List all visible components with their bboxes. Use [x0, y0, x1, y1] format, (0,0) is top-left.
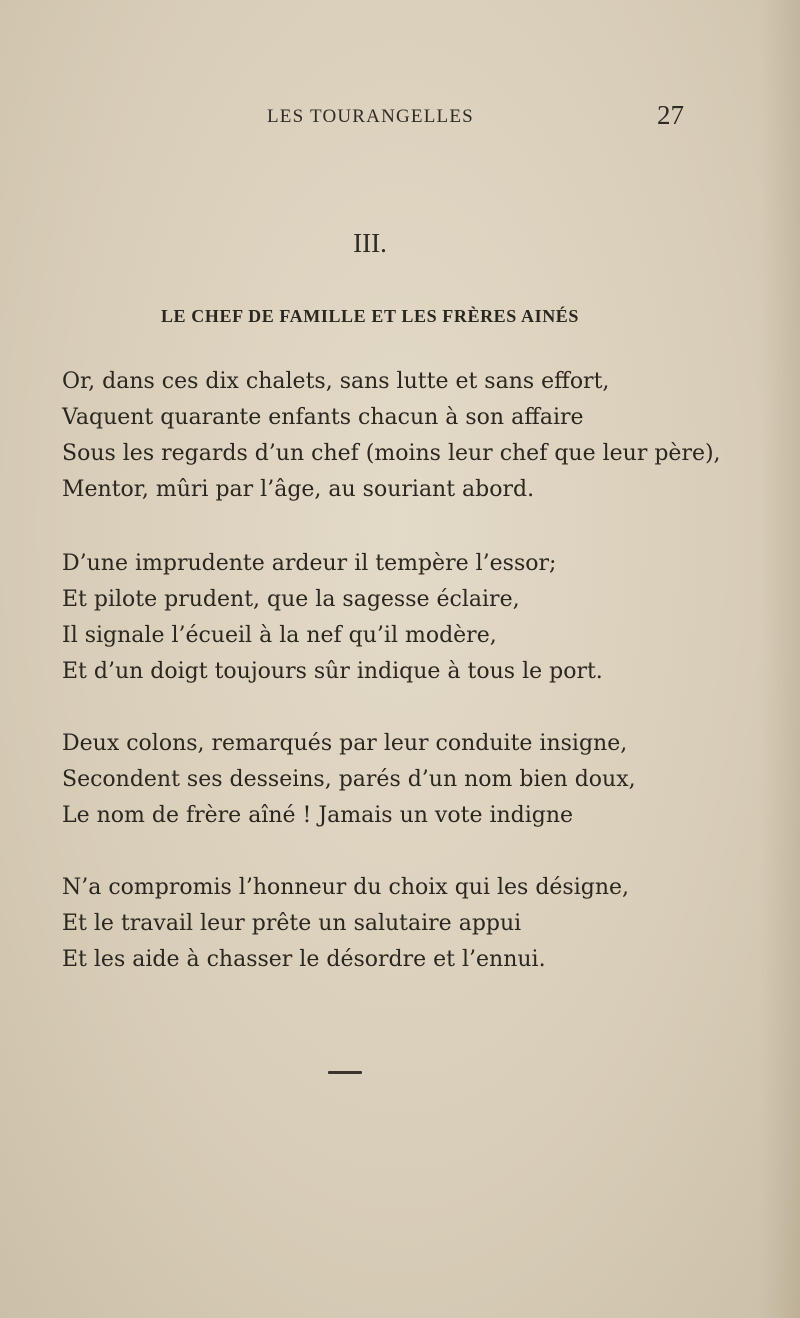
verse-line: D’une imprudente ardeur il tempère l’essor; [62, 551, 557, 576]
verse-line: Deux colons, remarqués par leur conduite insigne, [62, 731, 628, 756]
verse-line: Et le travail leur prête un salutaire appui [62, 911, 522, 936]
poem-stanza-3 [62, 726, 762, 834]
verse-line: Secondent ses desseins, parés d’un nom bien doux, [62, 767, 636, 792]
verse-line: Et d’un doigt toujours sûr indique à tous le port. [62, 659, 603, 684]
verse-line: Et pilote prudent, que la sagesse éclaire, [62, 587, 520, 612]
verse-line: Sous les regards d’un chef (moins leur chef que leur père), [62, 441, 721, 466]
verse-line: Le nom de frère aîné ! Jamais un vote indigne [62, 803, 574, 828]
poem-stanza-2 [62, 546, 762, 690]
verse-line: Vaquent quarante enfants chacun à son affaire [62, 405, 584, 430]
poem-stanza-4 [62, 870, 762, 978]
poem-stanza-1 [62, 364, 762, 508]
section-title: LE CHEF DE FAMILLE ET LES FRÈRES AINÉS [160, 306, 580, 326]
verse-line: N’a compromis l’honneur du choix qui les désigne, [62, 875, 630, 900]
running-title: LES TOURANGELLES [267, 106, 474, 127]
verse-line: Mentor, mûri par l’âge, au souriant abord. [62, 477, 535, 502]
section-number: III. [353, 228, 387, 258]
page-number: 27 [657, 100, 684, 130]
page-edge-shadow [760, 0, 800, 1318]
verse-line: Et les aide à chasser le désordre et l’ennui. [62, 947, 546, 972]
closing-rule [328, 1071, 362, 1074]
verse-line: Il signale l’écueil à la nef qu’il modère, [62, 623, 497, 648]
verse-line: Or, dans ces dix chalets, sans lutte et sans effort, [62, 369, 610, 394]
